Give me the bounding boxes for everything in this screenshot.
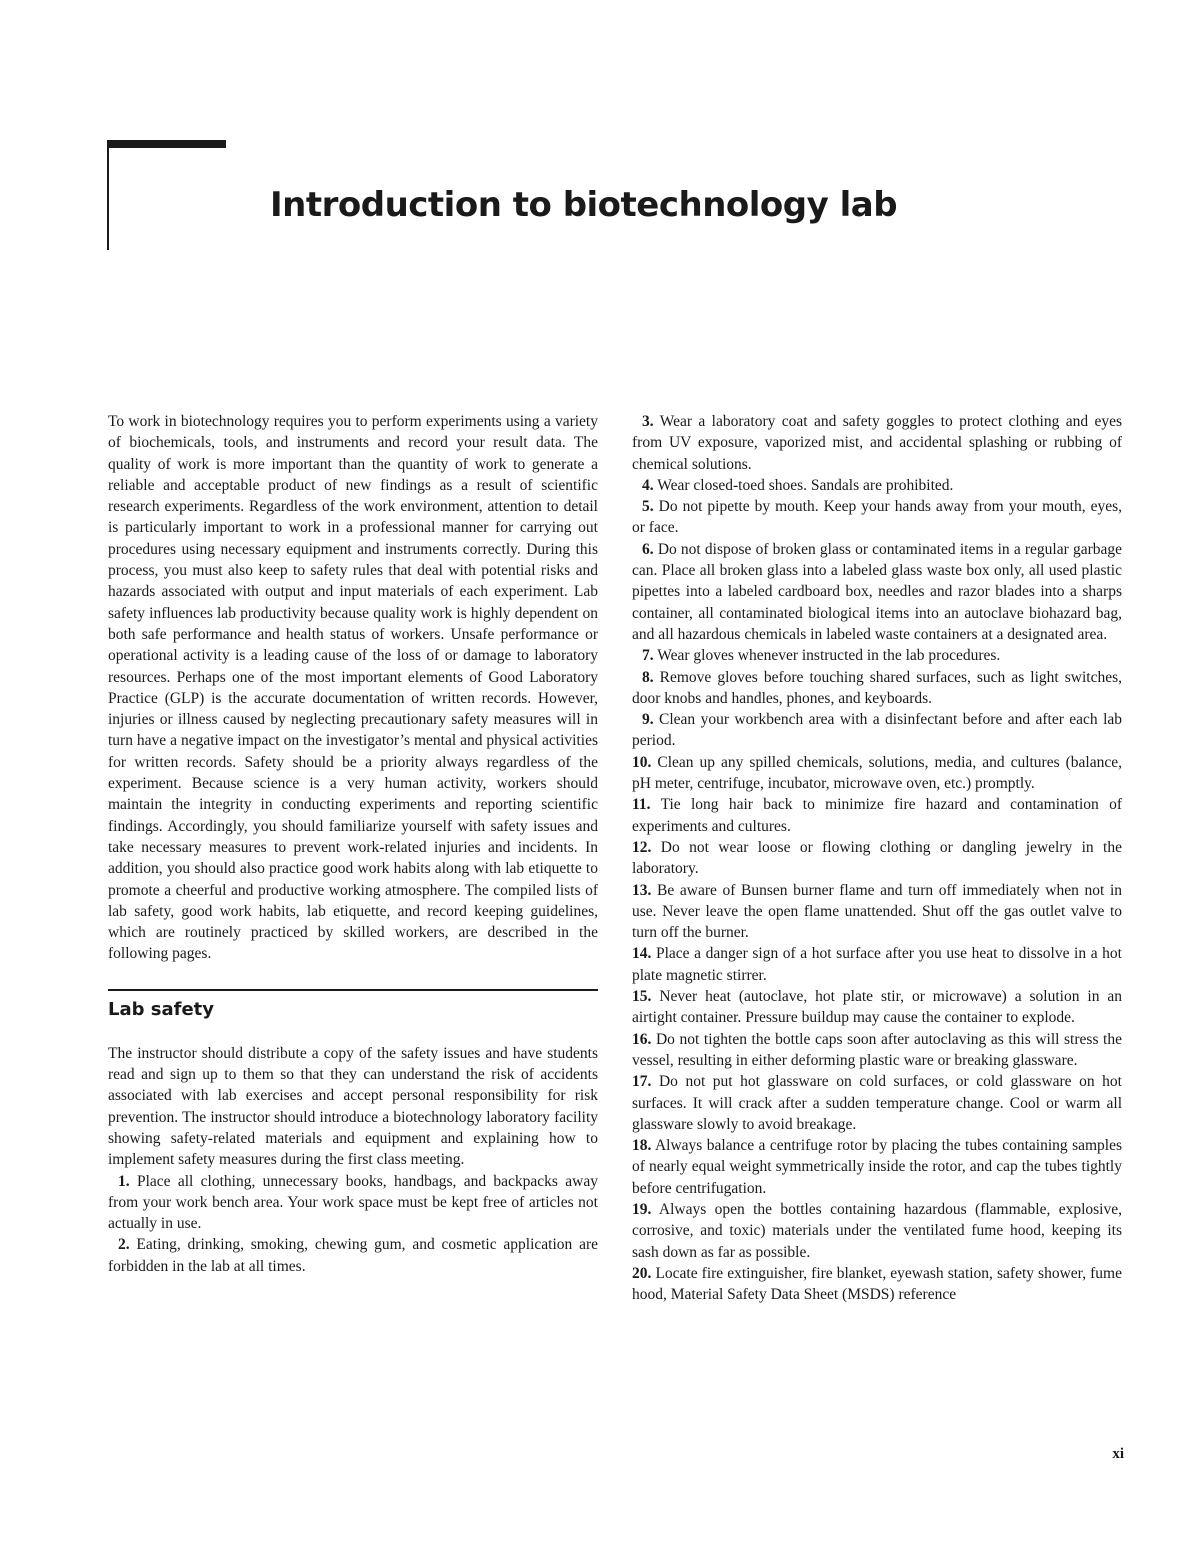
rule-text: Do not put hot glassware on cold surfaces, or cold glassware on hot surfaces. It will crack after a sudden temperature change. Cool or warm all glassware slowly to avoid breakage. <box>632 1073 1122 1133</box>
rule-item <box>632 837 1122 880</box>
rule-text: Clean up any spilled chemicals, solutions, media, and cultures (balance, pH meter, centrifuge, incubator, microwave oven, etc.) promptly. <box>632 753 1122 793</box>
rule-number: 20. <box>632 1264 652 1282</box>
rule-item <box>632 1029 1122 1072</box>
rule-text: Wear a laboratory coat and safety goggles to protect clothing and eyes from UV exposure, vaporized mist, and accidental splashing or rubbing of chemical solutions. <box>632 413 1122 473</box>
section-paragraph: The instructor should distribute a copy of the safety issues and have students read and sign up to them so that they can understand the risk of accidents associated with lab exercises and accept personal responsibility for risk prevention. The instructor should introduce a biotechnology laboratory facility showing safety-related materials and equipment and explaining how to implement safety measures during the first class meeting. <box>108 1044 598 1169</box>
rule-text: Clean your workbench area with a disinfectant before and after each lab period. <box>632 711 1123 750</box>
rule-number: 12. <box>632 838 652 856</box>
rule-number: 15. <box>632 988 652 1006</box>
rule-item <box>632 880 1122 944</box>
rule-number: 7. <box>642 647 654 665</box>
rule-text: Always balance a centrifuge rotor by placing the tubes containing samples of nearly equal weight symmetrically inside the rotor, and cap the tubes tightly before centrifugation. <box>632 1137 1122 1197</box>
page-number: xi <box>1112 1446 1124 1462</box>
rule-number: 2. <box>118 1236 130 1254</box>
rule-item <box>632 1199 1122 1263</box>
corner-mark-horizontal <box>107 140 226 148</box>
rule-text: Eating, drinking, smoking, chewing gum, and cosmetic application are forbidden in the lab at all times. <box>108 1236 598 1275</box>
rule-number: 3. <box>642 413 654 430</box>
rule-text: Wear closed-toed shoes. Sandals are prohibited. <box>657 476 954 494</box>
rule-item <box>632 709 1122 752</box>
corner-mark-vertical <box>107 140 109 250</box>
rule-number: 14. <box>632 945 652 963</box>
rule-number: 8. <box>642 668 654 686</box>
rule-text: Locate fire extinguisher, fire blanket, eyewash station, safety shower, fume hood, Material Safety Data Sheet (MSDS) reference <box>632 1264 1122 1304</box>
rule-item <box>632 667 1122 710</box>
rule-item <box>632 1263 1122 1306</box>
rule-text: Never heat (autoclave, hot plate stir, or microwave) a solution in an airtight container. Pressure buildup may cause the container to explode. <box>632 988 1123 1027</box>
rule-item <box>632 794 1122 837</box>
rule-text: Place all clothing, unnecessary books, handbags, and backpacks away from your work bench area. Your work space must be kept free of articles not actually in use. <box>108 1172 598 1233</box>
rule-item <box>632 1135 1122 1199</box>
rule-number: 6. <box>642 540 654 558</box>
rule-text: Place a danger sign of a hot surface after you use heat to dissolve in a hot plate magnetic stirrer. <box>632 945 1122 984</box>
rule-item <box>632 986 1122 1029</box>
rule-item <box>632 411 1122 475</box>
rule-text: Wear gloves whenever instructed in the lab procedures. <box>657 647 1001 665</box>
rule-number: 11. <box>632 796 651 814</box>
section-rule <box>108 989 598 991</box>
section-heading: Lab safety <box>108 998 215 1020</box>
rule-number: 10. <box>632 753 652 771</box>
rule-text: Remove gloves before touching shared surfaces, such as light switches, door knobs and handles, phones, and keyboards. <box>632 668 1122 707</box>
rule-number: 19. <box>632 1200 652 1218</box>
rule-item <box>632 1071 1122 1135</box>
right-column <box>632 411 1122 1305</box>
rule-number: 5. <box>642 498 654 516</box>
rule-item <box>108 1234 598 1277</box>
rule-number: 17. <box>632 1073 652 1091</box>
rule-item <box>632 539 1122 645</box>
rule-text: Do not pipette by mouth. Keep your hands away from your mouth, eyes, or face. <box>632 498 1123 537</box>
rule-item <box>632 943 1122 986</box>
rule-item <box>108 1171 598 1235</box>
rule-item <box>632 475 1122 496</box>
rule-text: Be aware of Bunsen burner flame and turn off immediately when not in use. Never leave the open flame unattended. Shut off the gas outlet valve to turn off the burner. <box>632 881 1123 942</box>
rule-number: 18. <box>632 1137 652 1155</box>
page-title: Introduction to biotechnology lab <box>270 185 898 225</box>
rule-number: 4. <box>642 476 654 494</box>
rule-text: Always open the bottles containing hazardous (flammable, explosive, corrosive, and toxic) materials under the ventilated fume hood, keeping its sash down as far as possible. <box>632 1200 1122 1261</box>
rule-item <box>632 645 1122 666</box>
rule-item <box>632 752 1122 795</box>
rule-text: Do not dispose of broken glass or contaminated items in a regular garbage can. Place all broken glass into a labeled glass waste box only, all used plastic pipettes into a labeled cardboard box, needles and razor blades into a sharps container, all contaminated biological items into an autoclave biohazard bag, and all hazardous chemicals in labeled waste containers at a designated area. <box>632 540 1122 643</box>
rule-item <box>632 496 1122 539</box>
intro-paragraph: To work in biotechnology requires you to perform experiments using a variety of biochemicals, tools, and instruments and record your result data. The quality of work is more important than the quantity of work to generate a reliable and acceptable product of new findings as a result of scientific research experiments. Regardless of the work environment, attention to detail is particularly important to work in a professional manner for carrying out procedures using necessary equipment and instruments correctly. During this process, you must also keep to safety rules that deal with potential risks and hazards associated with output and input materials of each experiment. Lab safety influences lab productivity because quality work is highly dependent on both safe performance and health status of workers. Unsafe performance or operational activity is a leading cause of the loss of or damage to laboratory resources. Perhaps one of the most important elements of Good Laboratory Practice (GLP) is the accurate documentation of written records. However, injuries or illness caused by neglecting precautionary safety measures will in turn have a negative impact on the investigator’s mental and physical activities for written records. Safety should be a priority always regardless of the experiment. Because science is a very human activity, workers should maintain the integrity in conducting experiments and reporting scientific findings. Accordingly, you should familiarize yourself with safety issues and take necessary measures to prevent work-related injuries and incidents. In addition, you should also practice good work habits along with lab etiquette to promote a cheerful and productive working atmosphere. The compiled lists of lab safety, good work habits, lab etiquette, and record keeping guidelines, which are routinely practiced by skilled workers, are described in the following pages. <box>108 413 598 963</box>
rule-number: 13. <box>632 881 652 899</box>
rule-number: 16. <box>632 1030 652 1048</box>
rule-number: 9. <box>642 711 654 729</box>
rule-text: Do not tighten the bottle caps soon after autoclaving as this will stress the vessel, resulting in either deforming plastic ware or breaking glassware. <box>632 1030 1122 1069</box>
rule-text: Tie long hair back to minimize fire hazard and contamination of experiments and cultures. <box>632 796 1122 835</box>
rule-text: Do not wear loose or flowing clothing or dangling jewelry in the laboratory. <box>632 838 1122 878</box>
left-column <box>108 411 598 1277</box>
rule-number: 1. <box>118 1172 130 1190</box>
